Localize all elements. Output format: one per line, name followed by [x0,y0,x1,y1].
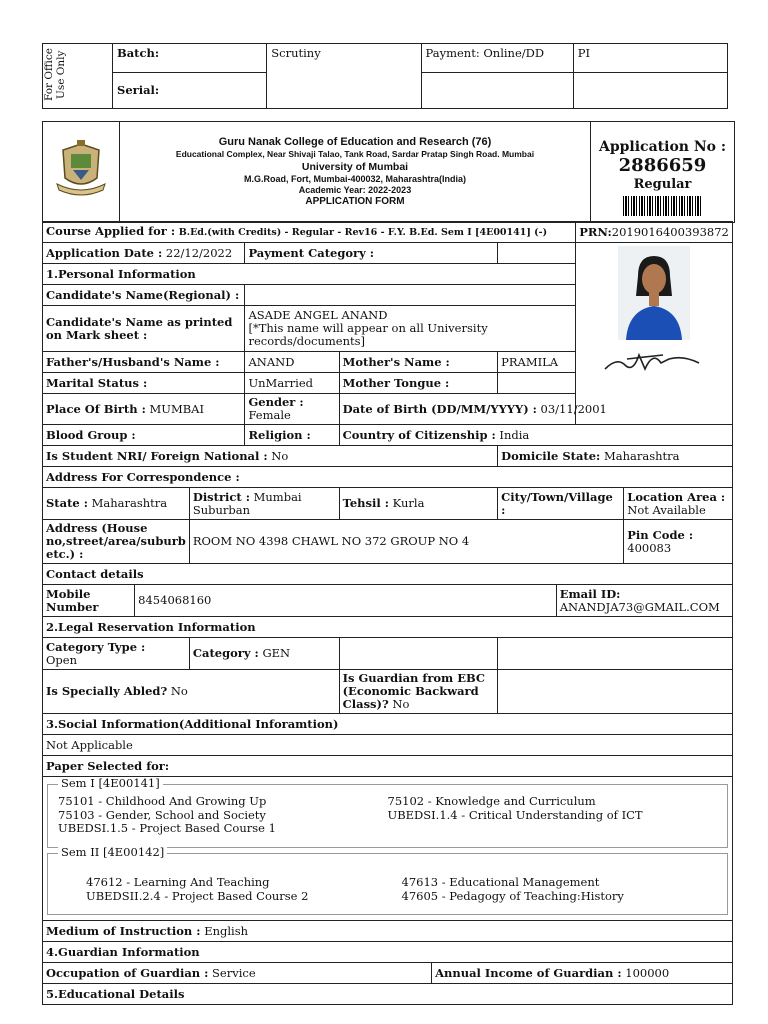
category-type-label: Category Type : [46,639,146,654]
sem2-papers [86,876,717,903]
mother-tongue-label: Mother Tongue : [342,375,450,390]
paper-item: 47613 - Educational Management [401,875,600,889]
sem2-title: Sem II [4E00142] [58,846,167,859]
section-personal-info: 1.Personal Information [46,266,196,281]
district-value: Mumbai Suburban [192,489,302,517]
paper-item: UBEDSII.2.4 - Project Based Course 2 [86,888,309,903]
app-no-label: Application No : [598,139,727,155]
form-title: APPLICATION FORM [305,196,405,207]
category-label: Category : [192,646,259,660]
email-value: ANANDJA73@GMAIL.COM [559,599,720,614]
section-legal-reservation: 2.Legal Reservation Information [46,619,256,634]
domicile-label: Domicile State: [501,448,601,463]
dob-label: Date of Birth (DD/MM/YYYY) : [342,401,537,416]
state-value: Maharashtra [91,496,168,510]
academic-year: Academic Year: 2022-2023 [298,185,412,195]
marital-label: Marital Status : [46,375,148,390]
section-social-info: 3.Social Information(Additional Inforamtion) [46,716,339,731]
blood-group-label: Blood Group : [46,427,136,442]
regional-name-value [245,285,576,306]
payment-category-value [498,243,576,264]
occupation-value: Service [212,965,256,980]
course-cell [43,222,576,243]
university-logo [43,122,120,222]
app-no-value: 2886659 [618,155,707,176]
ebc-value: No [392,697,410,711]
payment-category-label: Payment Category : [248,245,375,260]
mobile-value: 8454068160 [135,585,557,617]
prn-label: PRN: [579,224,612,239]
citizenship-value: India [499,427,530,442]
mother-name-label: Mother's Name : [342,354,450,369]
section-guardian-info: 4.Guardian Information [46,944,200,959]
pin-value: 400083 [627,540,672,555]
pi-cell: PI [573,44,727,73]
father-name-value: ANAND [245,352,339,373]
college-address: Educational Complex, Near Shivaji Talao, Tank Road, Sardar Pratap Singh Road. Mumbai [175,149,535,159]
office-use-table [42,43,728,109]
app-date-label: Application Date : [46,245,163,260]
nri-value: No [271,448,289,463]
marital-value: UnMarried [245,373,339,394]
payment-cell: Payment: Online/DD [421,44,573,73]
state-label: State : [46,496,88,510]
university-name: University of Mumbai [301,161,409,173]
sem1-papers [58,795,717,836]
college-name: Guru Nanak College of Education and Research (76) [218,136,492,148]
sem2-box [47,845,728,915]
sem1-box [47,776,728,848]
section-educational-details: 5.Educational Details [46,986,185,1001]
paper-item: 75102 - Knowledge and Curriculum [387,794,596,808]
course-value: B.Ed.(with Credits) - Regular - Rev16 - F.Y. B.Ed. Sem I [4E00141] (-) [178,227,548,238]
application-number-box [591,122,734,222]
paper-item: UBEDSI.1.4 - Critical Understanding of ICT [387,807,643,822]
city-label: City/Town/Village : [501,489,613,517]
medium-value: English [204,923,249,938]
birth-place-label: Place Of Birth : [46,401,146,416]
paper-item: 75103 - Gender, School and Society [58,807,266,822]
college-info [120,122,591,222]
pin-label: Pin Code : [627,527,694,542]
location-label: Location Area : [627,489,726,504]
name-note: [*This name will appear on all University records/documents] [248,321,488,348]
category-value: GEN [262,646,291,660]
ebc-label: Is Guardian from EBC (Economic Backward Class)? [342,671,486,711]
religion-label: Religion : [248,427,311,442]
app-date-value: 22/12/2022 [165,245,233,260]
form-header [42,121,735,223]
paper-item: UBEDSI.1.5 - Project Based Course 1 [58,821,276,835]
correspondence-address-heading: Address For Correspondence : [46,469,240,484]
location-value: Not Available [627,502,706,517]
social-info-value: Not Applicable [43,735,733,756]
birth-place-value: MUMBAI [149,401,205,416]
course-label: Course Applied for : [46,224,176,238]
district-label: District : [192,489,250,504]
mother-tongue-value [498,373,576,394]
dob-value: 03/11/2001 [540,401,607,416]
app-type: Regular [633,177,692,192]
name-value: ASADE ANGEL ANAND [248,308,388,322]
office-use-label: For Office Use Only [43,48,67,102]
sem1-title: Sem I [4E00141] [58,777,163,790]
university-emblem-icon [43,122,119,222]
gender-value: Female [248,408,291,422]
university-address: M.G.Road, Fort, Mumbai-400032, Maharashtra(India) [243,174,467,184]
paper-selected-label: Paper Selected for: [46,758,170,773]
serial-label: Serial: [117,83,160,97]
mother-name-value: PRAMILA [498,352,576,373]
papers-cell [43,777,733,921]
name-label: Candidate's Name as printed on Mark sheet : [46,314,233,342]
domicile-value: Maharashtra [603,448,680,463]
father-name-label: Father's/Husband's Name : [46,354,220,369]
gender-label: Gender : [248,395,304,409]
regional-name-label: Candidate's Name(Regional) : [46,287,240,302]
income-value: 100000 [625,965,670,980]
barcode-icon [623,196,703,216]
citizenship-label: Country of Citizenship : [342,427,496,442]
candidate-photo [618,246,690,340]
prn-cell [576,222,733,243]
mobile-label: Mobile Number [46,586,99,614]
scrutiny-cell: Scrutiny [267,44,421,109]
tehsil-value: Kurla [392,496,425,510]
specially-abled-label: Is Specially Abled? [46,684,168,698]
prn-value: 2019016400393872 [611,224,729,239]
contact-heading: Contact details [46,566,144,581]
paper-item: 47605 - Pedagogy of Teaching:History [401,888,624,903]
nri-label: Is Student NRI/ Foreign National : [46,448,268,463]
paper-item: 47612 - Learning And Teaching [86,875,270,889]
income-label: Annual Income of Guardian : [435,965,622,980]
paper-item: 75101 - Childhood And Growing Up [58,794,267,808]
medium-label: Medium of Instruction : [46,923,201,938]
email-label: Email ID: [559,586,621,601]
address-value: ROOM NO 4398 CHAWL NO 372 GROUP NO 4 [189,520,623,564]
category-type-value: Open [46,652,78,667]
specially-abled-value: No [170,684,188,698]
batch-label: Batch: [117,46,160,60]
occupation-label: Occupation of Guardian : [46,965,209,980]
application-form-table [42,221,733,1005]
tehsil-label: Tehsil : [342,496,389,510]
candidate-signature [599,343,709,377]
address-label: Address (House no,street/area/suburb etc.) : [46,521,186,561]
